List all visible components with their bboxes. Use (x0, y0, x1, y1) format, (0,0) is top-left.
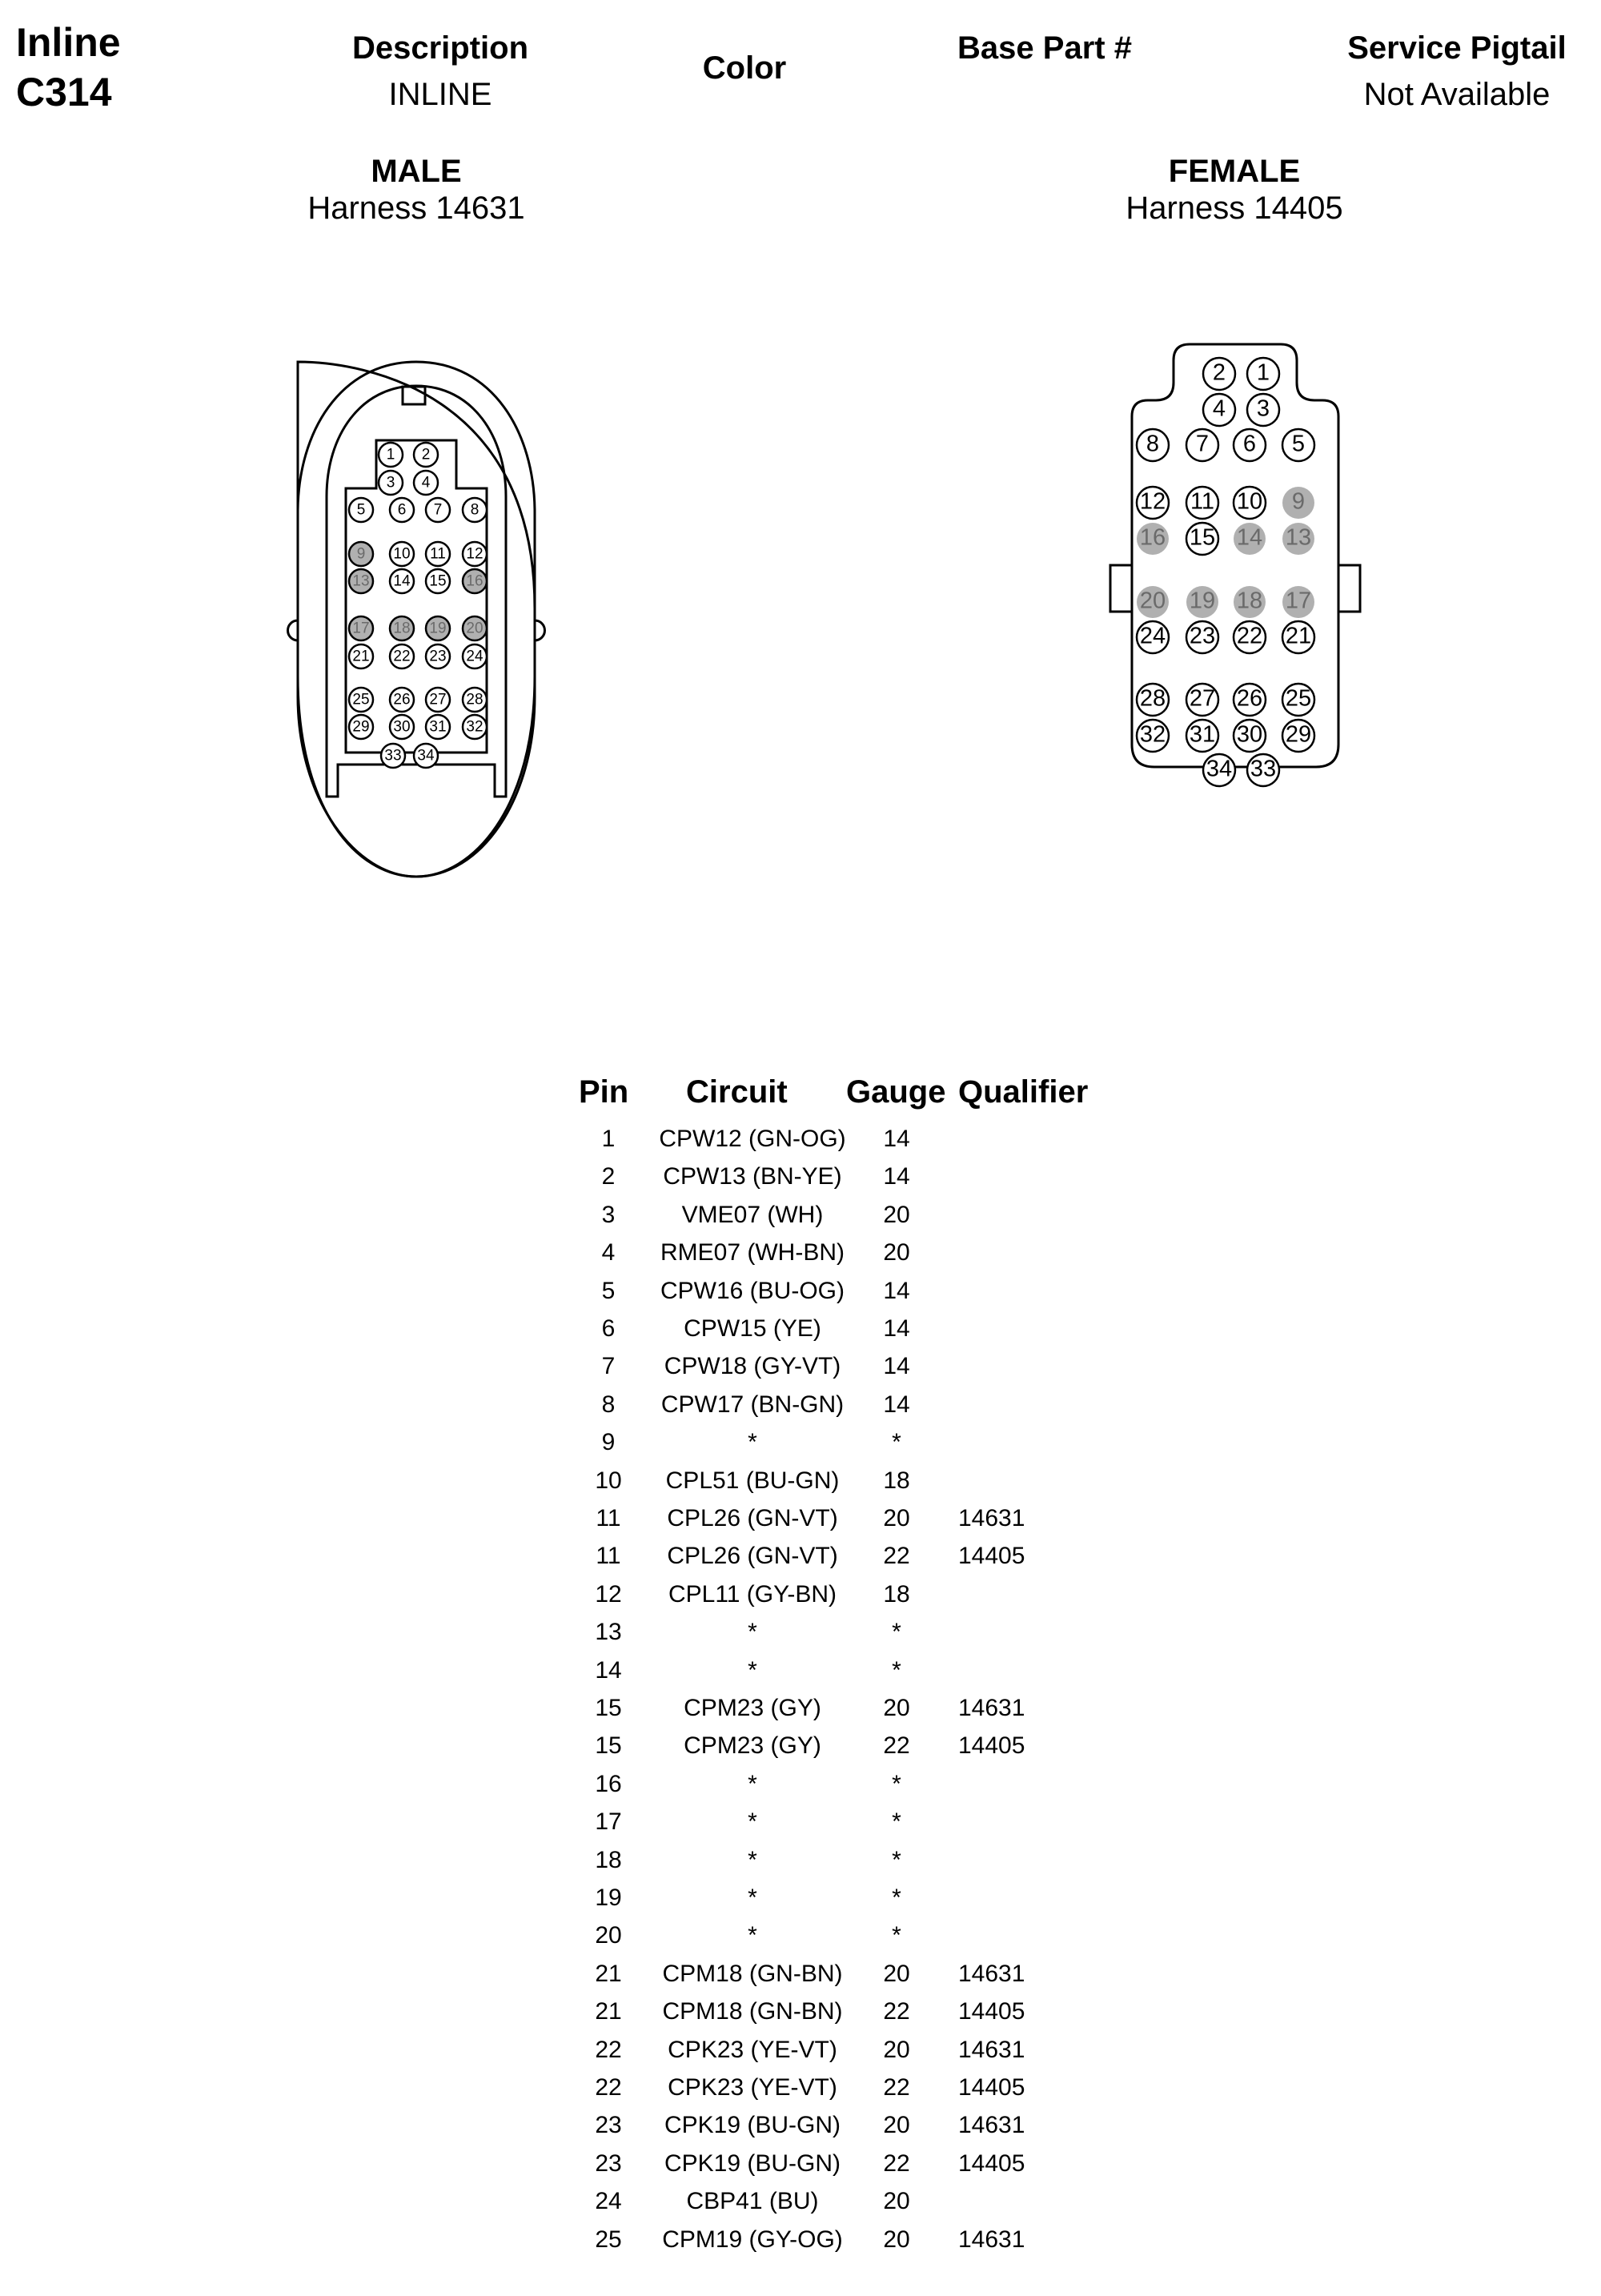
pin-cell: 5 (601, 1277, 616, 1304)
connector-number: C314 (16, 70, 112, 114)
pin-cell: 12 (595, 1580, 622, 1608)
male-pin-label: 22 (393, 648, 411, 665)
circuit-cell: CPK19 (BU-GN) (664, 2112, 841, 2139)
male-harness: Harness 14631 (307, 191, 525, 226)
base-part-label: Base Part # (957, 30, 1132, 66)
gauge-cell: 18 (883, 1467, 910, 1494)
female-pin-label: 27 (1189, 685, 1216, 712)
gauge-header: Gauge (846, 1074, 946, 1110)
circuit-cell: * (748, 1846, 757, 1873)
gauge-cell: * (892, 1846, 901, 1873)
gauge-cell: 22 (883, 1732, 910, 1760)
gauge-cell: * (892, 1429, 901, 1456)
female-pin-label: 26 (1236, 685, 1263, 712)
circuit-cell: * (748, 1922, 757, 1949)
pin-cell: 22 (595, 2036, 622, 2063)
male-pin-label: 13 (352, 572, 370, 590)
pin-cell: 16 (595, 1770, 622, 1797)
qualifier-header: Qualifier (958, 1074, 1089, 1110)
pin-cell: 15 (595, 1732, 622, 1760)
circuit-cell: CPK19 (BU-GN) (664, 2149, 841, 2177)
circuit-cell: CPK23 (YE-VT) (668, 2036, 837, 2063)
male-pin-label: 17 (352, 620, 370, 637)
male-pin-label: 4 (421, 474, 431, 492)
pin-cell: 18 (595, 1846, 622, 1873)
male-pin-label: 12 (466, 545, 484, 563)
female-connector-diagram (800, 0, 1601, 961)
pin-cell: 9 (601, 1429, 616, 1456)
pin-cell: 23 (595, 2149, 622, 2177)
circuit-cell: * (748, 1770, 757, 1797)
male-pin-label: 10 (393, 545, 411, 563)
male-connector-body (298, 362, 535, 877)
circuit-cell: * (748, 1619, 757, 1646)
female-pin-label: 8 (1146, 431, 1160, 457)
male-pin-label: 1 (386, 446, 395, 464)
qualifier-cell: 14405 (958, 2149, 1025, 2177)
female-pin-label: 11 (1190, 488, 1215, 515)
female-pin-label: 30 (1236, 721, 1263, 748)
circuit-cell: CPL26 (GN-VT) (667, 1543, 838, 1570)
pin-cell: 11 (596, 1505, 621, 1531)
connector-type: Inline (16, 20, 121, 65)
female-pin-label: 22 (1236, 623, 1263, 649)
female-pin-label: 20 (1139, 588, 1166, 614)
male-pin-label: 9 (356, 545, 366, 563)
male-connector-diagram (0, 0, 800, 961)
male-pin-label: 3 (386, 474, 395, 492)
qualifier-cell: 14405 (958, 1732, 1025, 1760)
service-pigtail-label: Service Pigtail (1347, 30, 1567, 66)
gauge-cell: 22 (883, 2149, 910, 2177)
male-pin-label: 24 (466, 648, 484, 665)
circuit-cell: CPM23 (GY) (684, 1732, 821, 1760)
qualifier-cell: 14405 (958, 2074, 1025, 2101)
pin-cell: 22 (595, 2074, 622, 2101)
female-pin-label: 25 (1285, 685, 1312, 712)
gauge-cell: 14 (883, 1315, 910, 1342)
pin-cell: 15 (595, 1695, 622, 1721)
circuit-cell: VME07 (WH) (681, 1201, 824, 1228)
pin-cell: 20 (595, 1922, 622, 1949)
pin-cell: 21 (595, 1960, 622, 1987)
male-pin-label: 7 (433, 501, 443, 519)
circuit-cell: CPW16 (BU-OG) (660, 1277, 845, 1304)
male-pin-label: 28 (466, 691, 484, 708)
female-harness: Harness 14405 (1126, 191, 1343, 226)
pin-cell: 13 (595, 1619, 622, 1646)
female-pin-label: 9 (1291, 488, 1306, 515)
gauge-cell: 20 (883, 1960, 910, 1987)
female-pin-label: 6 (1242, 431, 1257, 457)
pin-cell: 6 (601, 1315, 616, 1342)
female-pin-label: 32 (1139, 721, 1166, 748)
gauge-cell: 20 (883, 2036, 910, 2063)
female-left-latch (1110, 565, 1132, 612)
pin-cell: 14 (595, 1656, 622, 1684)
female-pin-label: 12 (1139, 488, 1166, 515)
female-pin-label: 28 (1139, 685, 1166, 712)
circuit-cell: * (748, 1885, 757, 1911)
circuit-cell: CBP41 (BU) (686, 2188, 819, 2215)
gauge-cell: 14 (883, 1353, 910, 1380)
gauge-cell: 20 (883, 1505, 910, 1531)
gauge-cell: 20 (883, 1239, 910, 1266)
male-pin-label: 19 (429, 620, 447, 637)
circuit-cell: * (748, 1808, 757, 1836)
male-pin-label: 33 (384, 747, 402, 765)
gauge-cell: * (892, 1770, 901, 1797)
female-pin-label: 16 (1139, 524, 1166, 551)
circuit-cell: CPM23 (GY) (684, 1695, 821, 1721)
pin-cell: 3 (601, 1201, 616, 1228)
gauge-cell: 20 (883, 1695, 910, 1721)
gauge-cell: 14 (883, 1277, 910, 1304)
female-pin-label: 4 (1212, 395, 1226, 422)
gauge-cell: 20 (883, 1201, 910, 1228)
circuit-cell: CPM18 (GN-BN) (662, 1998, 843, 2025)
female-pin-label: 5 (1291, 431, 1306, 457)
male-pin-label: 29 (352, 718, 370, 736)
qualifier-cell: 14631 (958, 2226, 1025, 2253)
female-pin-label: 23 (1189, 623, 1216, 649)
male-pin-label: 27 (429, 691, 447, 708)
male-pin-group (349, 443, 487, 768)
male-pin-label: 5 (356, 501, 366, 519)
male-pin-label: 26 (393, 691, 411, 708)
service-pigtail-value: Not Available (1363, 77, 1551, 112)
gauge-cell: * (892, 1922, 901, 1949)
color-label: Color (702, 50, 787, 86)
female-pin-label: 13 (1285, 524, 1312, 551)
male-pin-label: 2 (421, 446, 431, 464)
male-pin-label: 8 (470, 501, 479, 519)
circuit-cell: * (748, 1656, 757, 1684)
qualifier-cell: 14631 (958, 1960, 1025, 1987)
female-pin-label: 2 (1212, 359, 1226, 386)
female-pin-label: 3 (1256, 395, 1270, 422)
gauge-cell: 18 (883, 1580, 910, 1608)
female-pin-label: 17 (1285, 588, 1312, 614)
male-pin-label: 34 (417, 747, 435, 765)
male-pin-label: 32 (466, 718, 484, 736)
female-pin-label: 24 (1139, 623, 1166, 649)
male-pin-label: 15 (429, 572, 447, 590)
pin-cell: 21 (595, 1998, 622, 2025)
male-pin-label: 11 (430, 545, 446, 563)
circuit-cell: * (748, 1429, 757, 1456)
gauge-cell: * (892, 1656, 901, 1684)
circuit-cell: CPK23 (YE-VT) (668, 2074, 837, 2101)
pin-cell: 4 (601, 1239, 616, 1266)
description-label: Description (351, 30, 529, 66)
female-pin-label: 29 (1285, 721, 1312, 748)
gauge-cell: 20 (883, 2112, 910, 2139)
gauge-cell: 14 (883, 1126, 910, 1152)
male-pin-label: 16 (466, 572, 484, 590)
pin-cell: 25 (595, 2226, 622, 2253)
pin-cell: 2 (601, 1163, 616, 1190)
circuit-cell: RME07 (WH-BN) (660, 1239, 845, 1266)
gauge-cell: 22 (883, 1998, 910, 2025)
male-pin-label: 25 (352, 691, 370, 708)
female-pin-label: 1 (1256, 359, 1270, 386)
gauge-cell: * (892, 1619, 901, 1646)
female-label: FEMALE (1168, 154, 1301, 189)
pin-cell: 24 (595, 2188, 622, 2215)
pin-cell: 23 (595, 2112, 622, 2139)
circuit-cell: CPL11 (GY-BN) (668, 1580, 837, 1608)
qualifier-cell: 14631 (958, 2112, 1025, 2139)
circuit-cell: CPW13 (BN-YE) (663, 1163, 842, 1190)
female-pin-label: 19 (1189, 588, 1216, 614)
female-pin-label: 15 (1189, 524, 1216, 551)
gauge-cell: 14 (883, 1391, 910, 1418)
pin-cell: 19 (595, 1885, 622, 1911)
male-pin-label: 20 (466, 620, 484, 637)
female-pin-label: 33 (1250, 756, 1277, 782)
male-pin-label: 14 (393, 572, 411, 590)
circuit-cell: CPM19 (GY-OG) (662, 2226, 843, 2253)
gauge-cell: 22 (883, 1543, 910, 1570)
pin-cell: 8 (601, 1391, 616, 1418)
male-label: MALE (371, 154, 462, 189)
circuit-cell: CPW17 (BN-GN) (660, 1391, 845, 1418)
gauge-cell: 14 (883, 1163, 910, 1190)
male-pin-label: 18 (393, 620, 411, 637)
qualifier-cell: 14631 (958, 1505, 1025, 1531)
male-pin-label: 21 (352, 648, 370, 665)
circuit-cell: CPW18 (GY-VT) (664, 1353, 841, 1380)
female-pin-label: 7 (1195, 431, 1210, 457)
female-pin-label: 34 (1206, 756, 1233, 782)
circuit-cell: CPL26 (GN-VT) (667, 1505, 838, 1531)
male-pin-label: 30 (393, 718, 411, 736)
gauge-cell: * (892, 1808, 901, 1836)
gauge-cell: 20 (883, 2188, 910, 2215)
female-right-latch (1338, 565, 1360, 612)
description-value: INLINE (388, 77, 492, 112)
female-pin-label: 14 (1236, 524, 1263, 551)
gauge-cell: 22 (883, 2074, 910, 2101)
pin-cell: 1 (601, 1126, 616, 1152)
female-pin-group (1137, 358, 1314, 786)
qualifier-cell: 14631 (958, 2036, 1025, 2063)
pin-cell: 7 (601, 1353, 616, 1380)
circuit-header: Circuit (686, 1074, 788, 1110)
female-pin-label: 21 (1285, 623, 1312, 649)
qualifier-cell: 14405 (958, 1543, 1025, 1570)
circuit-cell: CPM18 (GN-BN) (662, 1960, 843, 1987)
pin-cell: 10 (595, 1467, 622, 1494)
pin-header: Pin (579, 1074, 629, 1110)
circuit-cell: CPL51 (BU-GN) (665, 1467, 840, 1494)
gauge-cell: * (892, 1885, 901, 1911)
male-pin-label: 6 (397, 501, 407, 519)
pin-cell: 17 (595, 1808, 622, 1836)
female-pin-label: 10 (1236, 488, 1263, 515)
qualifier-cell: 14631 (958, 1695, 1025, 1721)
female-pin-label: 31 (1189, 721, 1216, 748)
pin-cell: 11 (596, 1543, 621, 1570)
qualifier-cell: 14405 (958, 1998, 1025, 2025)
gauge-cell: 20 (883, 2226, 910, 2253)
male-pin-label: 31 (429, 718, 447, 736)
circuit-cell: CPW12 (GN-OG) (659, 1126, 846, 1152)
female-pin-label: 18 (1236, 588, 1263, 614)
circuit-cell: CPW15 (YE) (684, 1315, 821, 1342)
male-pin-label: 23 (429, 648, 447, 665)
